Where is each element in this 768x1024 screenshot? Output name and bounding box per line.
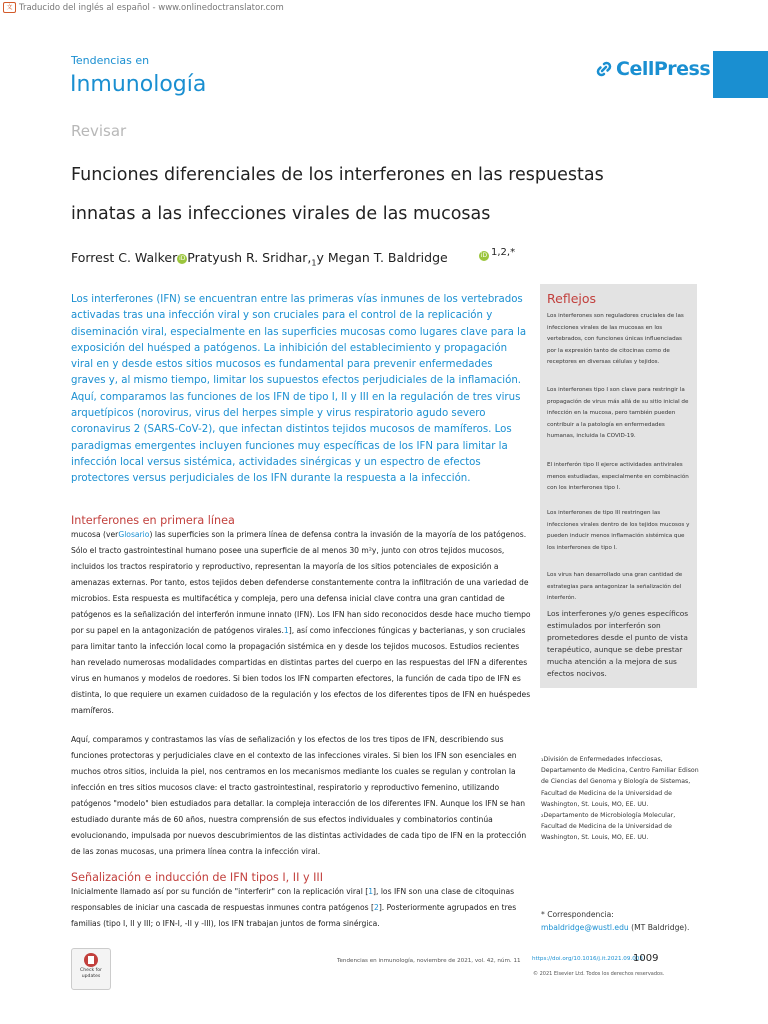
- copyright-notice: © 2021 Elsevier Ltd. Todos los derechos reservados.: [533, 971, 665, 977]
- journal-kicker: Tendencias en: [71, 54, 150, 67]
- translation-banner-text: Traducido del inglés al español - www.onlinedoctranslator.com: [19, 2, 284, 13]
- article-title: [71, 156, 631, 234]
- reference-link[interactable]: 1: [283, 626, 289, 635]
- body-paragraph: [71, 527, 531, 719]
- correspondence-name: (MT Baldridge).: [631, 922, 690, 932]
- section-heading: Interferones en primera línea: [71, 514, 235, 527]
- link-icon: [594, 59, 614, 79]
- footer-journal-info: Tendencias en inmunología, noviembre de 2021, vol. 42, núm. 11: [337, 958, 521, 964]
- doi-link[interactable]: https://doi.org/10.1016/j.it.2021.09.003: [532, 956, 643, 962]
- reference-link[interactable]: 1: [368, 887, 374, 896]
- title-line-1: Funciones diferenciales de los interferones en las respuestas: [71, 165, 604, 185]
- highlights-title: Reflejos: [547, 291, 597, 306]
- body-paragraph: [71, 884, 531, 932]
- author-name[interactable]: Pratyush R. Sridhar,: [187, 250, 312, 265]
- check-updates-label: Check for updates: [80, 968, 102, 979]
- author-affiliation-sup: 1,2,*: [491, 247, 516, 258]
- orcid-icon[interactable]: iD: [480, 252, 488, 259]
- affiliations: [541, 754, 701, 844]
- check-for-updates-badge[interactable]: [71, 948, 111, 990]
- paragraph-text: ], así como infecciones fúngicas y bacterianas, y son cruciales para limitar tanto la infección local como la propagación sistémica en y desde los tejidos mucosos. Estudios recientes han revelado numerosas modalidades compartidas en distintas partes del cuerpo en las respuestas del IFN a diferentes virus en humanos y modelos de roedores. Si bien todos los IFN comparten efectores, la función de cada tipo de IFN es distinta, lo que requiere un examen cuidadoso de la regulación y los efectos de los diferentes tipos de IFN en huéspedes mamíferos.: [71, 626, 531, 715]
- correspondence-label: * Correspondencia:: [541, 910, 614, 919]
- paragraph-text: ) las superficies son la primera línea de defensa contra la invasión de la mayoría de los patógenos. Sólo el tracto gastrointestinal humano posee una superficie de al menos 30 m²y, junto con otros tejidos mucosos, incluidos los tractos respiratorio y reproductivo, representan la mayoría de los sitios potenciales de exposición a amenazas externas. Por tanto, estos tejidos deben defenderse constantemente contra la infiltración de una variedad de microbios. Esta respuesta es multifacética y compleja, pero una defensa inicial clave contra una gran cantidad de patógenos es la señalización del interferón inmune innato (IFN). Los IFN han sido reconocidos desde hace mucho tiempo por su papel en la antagonización de patógenos virales.: [71, 530, 531, 635]
- paragraph-text: mucosa (ver: [71, 530, 119, 539]
- translation-banner[interactable]: [0, 0, 287, 15]
- highlight-item: Los interferones tipo I son clave para restringir la propagación de virus más allá de su sitio inicial de infección en la mucosa, pero también pueden contribuir a la patología en enfermedades humanas, incluida la COVID-19.: [547, 387, 689, 440]
- page-number: 1009: [633, 953, 659, 964]
- journal-name: Inmunología: [70, 72, 207, 97]
- highlight-item: Los interferones de tipo III restringen las infecciones virales dentro de los tejidos mucosos y pueden inducir menos inflamación sistémica que los interferones de tipo I.: [547, 510, 690, 551]
- paragraph-text: ], los IFN son una clase de citoquinas responsables de iniciar una cascada de respuestas inmunes contra patógenos [: [71, 887, 515, 912]
- publisher-logo[interactable]: [594, 58, 710, 80]
- affiliation-2: ₂Departamento de Microbiología Molecular, Facultad de Medicina de la Universidad de Washington, St. Louis, MO, EE. UU.: [541, 812, 676, 842]
- correspondence-email[interactable]: mbaldridge@wustl.edu: [541, 922, 629, 932]
- article-type-label: Revisar: [71, 122, 127, 140]
- paragraph-text: Inicialmente llamado así por su función de "interferir" con la replicación viral [: [71, 887, 369, 896]
- title-line-2: innatas a las infecciones virales de las mucosas: [71, 204, 491, 224]
- bookmark-icon: [84, 953, 98, 967]
- translate-icon: 文: [3, 2, 16, 13]
- body-paragraph: Aquí, comparamos y contrastamos las vías de señalización y los efectos de los tres tipos de IFN, describiendo sus funciones protectoras y perjudiciales clave en el contexto de las infecciones virales. Si bien los IFN son esenciales en muchos otros sitios, incluida la piel, nos centramos en los mecanismos mediante los cuales se regulan y controlan la infección en tres sitios mucosos clave: el tracto gastrointestinal, respiratorio y reproductivo femenino, utilizando patógenos "modelo" bien estudiados para detallar. la compleja interacción de los diferentes IFN. Aunque los IFN se han estudiado durante más de 60 años, nuestra comprensión de sus efectos individuales y combinatorios continúa evolucionando, impulsada por nuevos descubrimientos de las distintas actividades de cada tipo de IFN en la protección de las zonas mucosas, una primera línea contra la infección viral.: [71, 735, 527, 856]
- highlight-item: Los interferones son reguladores cruciales de las infecciones virales de las mucosas en los vertebrados, con funciones únicas influenciadas por la expresión tanto de citocinas como de receptores en diversas células y tejidos.: [547, 313, 684, 366]
- paragraph-text: ]. Posteriormente agrupados en tres familias (tipo I, II y III; o IFN-I, -II y -III), los IFN trabajan juntos de forma sinérgica.: [71, 903, 517, 928]
- highlight-item: Los interferones y/o genes específicos estimulados por interferón son prometedores desde el punto de vista terapéutico, aunque se debe prestar mucha atención a la mejora de sus efectos nocivos.: [547, 609, 689, 678]
- author-list: [71, 250, 448, 268]
- author-affiliation-sup: 1: [311, 258, 317, 268]
- header-accent-block: [713, 51, 768, 98]
- author-name[interactable]: y Megan T. Baldridge: [316, 250, 448, 265]
- highlight-item: El interferón tipo II ejerce actividades antivirales menos estudiadas, especialmente en combinación con los interferones tipo I.: [547, 462, 689, 492]
- correspondence: [541, 909, 711, 934]
- abstract: Los interferones (IFN) se encuentran entre las primeras vías inmunes de los vertebrados activadas tras una infección viral y son cruciales para el control de la replicación y diseminación viral, especialmente en las superficies mucosas como lugares clave para la exposición del huésped a patógenos. La inhibición del establecimiento y propagación viral en y desde estos sitios mucosos es fundamental para prevenir enfermedades graves y, al mismo tiempo, limitar los supuestos efectos perjudiciales de la inflamación. Aquí, comparamos las funciones de los IFN de tipo I, II y III en la regulación de tres virus arquetípicos (norovirus, virus del herpes simple y virus respiratorio agudo severo coronavirus 2 (SARS-CoV-2), que infectan distintos tejidos mucosos de mamíferos. Los paradigmas emergentes incluyen funciones muy específicas de los IFN para limitar la infección local versus sistémica, actividades sinérgicas y un espectro de efectos protectores versus perjudiciales de los IFN durante la respuesta a la infección.: [71, 294, 527, 485]
- affiliation-1: ₁División de Enfermedades Infecciosas, Departamento de Medicina, Centro Familiar Edison de Ciencias del Genoma y Biología de Sistemas, Facultad de Medicina de la Universidad de Washington, St. Louis, MO, EE. UU.: [541, 756, 699, 808]
- author-name[interactable]: Forrest C. Walker: [71, 250, 178, 265]
- publisher-logo-text: CellPress: [616, 58, 711, 80]
- section-heading: Señalización e inducción de IFN tipos I, II y III: [71, 871, 324, 884]
- reference-link[interactable]: 2: [373, 903, 379, 912]
- glossary-link[interactable]: Glosario: [118, 530, 150, 539]
- highlight-item: Los virus han desarrollado una gran cantidad de estrategias para antagonizar la señalización del interferón.: [547, 572, 683, 602]
- orcid-icon[interactable]: iD: [179, 254, 186, 262]
